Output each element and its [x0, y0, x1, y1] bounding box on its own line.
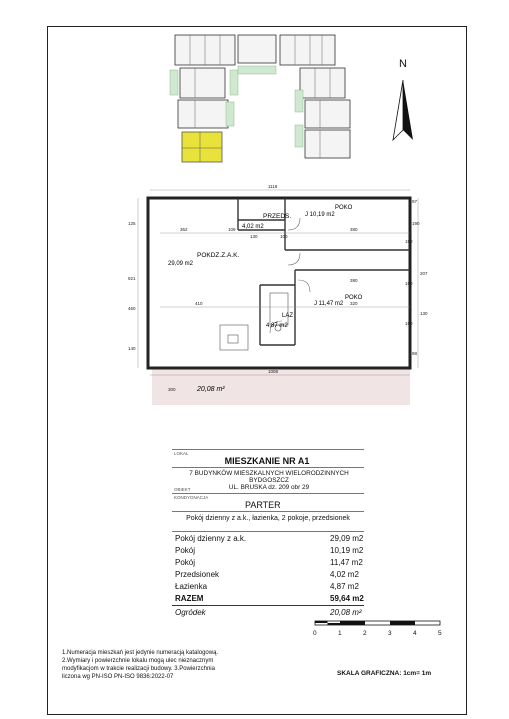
- area-row-name: Pokój: [175, 558, 196, 567]
- garden-value: 20,08 m²: [330, 608, 362, 617]
- room-name: PRZEDS.: [263, 213, 292, 220]
- dimension-label: 140: [128, 346, 136, 351]
- dimension-label: 97: [412, 199, 418, 204]
- dimension-label: 190: [412, 221, 420, 226]
- dimension-label: 362: [180, 227, 188, 232]
- area-row-name: Pokój dzienny z a.k.: [175, 534, 247, 543]
- room-area: 4,87 m2: [266, 323, 288, 329]
- area-row-value: 4,87 m2: [330, 582, 359, 591]
- dimension-label: 150: [405, 281, 413, 286]
- dimension-label: 410: [195, 301, 203, 306]
- scale-tick: 1: [338, 630, 342, 637]
- scale-tick: 4: [413, 630, 417, 637]
- table-rule: [172, 493, 364, 494]
- dimension-label: 125: [128, 221, 136, 226]
- dimension-label: 100: [280, 234, 288, 239]
- investment-line: UL. BRUSKA dz. 209 obr 29: [228, 484, 310, 491]
- total-value: 59,64 m2: [330, 594, 364, 603]
- scale-tick: 3: [388, 630, 392, 637]
- apartment-description: Pokój dzienny z a.k., łazienka, 2 pokoje, przedsionek: [186, 515, 350, 522]
- table-rule: [172, 605, 364, 606]
- table-rule: [172, 511, 364, 512]
- note-line: 1.Numeracja mieszkań jest jedynie numeracją katalogową.: [62, 650, 219, 656]
- area-row-name: Łazienka: [175, 582, 208, 591]
- graphic-scale: [310, 617, 460, 647]
- apartment-title: MIESZKANIE NR A1: [224, 456, 310, 466]
- dimension-label: 921: [128, 276, 136, 281]
- area-row-name: Pokój: [175, 546, 196, 555]
- note-line: 2.Wymiary i powierzchnie lokalu mogą ulec nieznacznym: [62, 658, 214, 664]
- room-area: J 11,47 m2: [314, 301, 344, 307]
- dimension-label: 130: [250, 234, 258, 239]
- scale-caption: SKALA GRAFICZNA: 1cm= 1m: [337, 670, 432, 677]
- garden-area-label: 20,08 m²: [197, 386, 225, 393]
- area-row-value: 4,02 m2: [330, 570, 359, 579]
- dimension-label: 130: [420, 311, 428, 316]
- dimension-label: 320: [350, 301, 358, 306]
- dimension-label: 1118: [268, 184, 278, 189]
- table-rule: [172, 531, 364, 532]
- room-name: LAZ: [282, 313, 294, 319]
- lokal-label: LOKAL: [174, 451, 189, 456]
- garden-area: [152, 367, 410, 405]
- highlighted-apartment: [182, 132, 222, 162]
- dimension-label: 1008: [268, 369, 279, 374]
- dimension-label: 150: [405, 321, 413, 326]
- area-row-value: 10,19 m2: [330, 546, 364, 555]
- table-rule: [172, 467, 364, 468]
- room-name: POKO: [345, 295, 363, 301]
- floor-name: PARTER: [245, 500, 281, 510]
- area-row-value: 11,47 m2: [330, 558, 363, 567]
- room-name: POKDZ.Z.A.K.: [197, 252, 240, 259]
- room-area: 4,02 m2: [242, 224, 264, 230]
- scale-tick: 5: [438, 630, 442, 637]
- kondygnacja-label: KONDYGNACJA: [174, 495, 209, 500]
- obiekt-label: OBIEKT: [174, 487, 191, 492]
- dimension-label: 460: [128, 306, 136, 311]
- floor-plan: [120, 184, 428, 410]
- note-line: modyfikacjom w trakcie realizacji budowy. 3.Powierzchnia: [62, 666, 215, 672]
- scale-tick: 2: [363, 630, 367, 637]
- dimension-label: 380: [350, 227, 358, 232]
- investment-name: [174, 470, 364, 491]
- dimension-label: 207: [420, 271, 428, 276]
- room-name: POKO: [335, 205, 353, 211]
- garden-label: Ogródek: [175, 608, 206, 617]
- garden-dimension: 300: [168, 387, 176, 392]
- room-area: J 10,19 m2: [305, 212, 335, 218]
- area-row-name: Przedsionek: [175, 570, 220, 579]
- room-area: 29,09 m2: [168, 261, 194, 267]
- total-label: RAZEM: [175, 594, 204, 603]
- dimension-label: 109: [228, 227, 236, 232]
- note-line: liczona wg PN-ISO PN-ISO 9836:2022-07: [62, 674, 174, 680]
- dimension-label: 98: [412, 351, 418, 356]
- table-rule: [172, 449, 364, 450]
- dimension-label: 150: [405, 239, 413, 244]
- dimension-label: 380: [350, 278, 358, 283]
- north-label: N: [399, 58, 407, 70]
- investment-line: 7 BUDYNKÓW MIESZKALNYCH WIELORODZINNYCH BYDGOSZCZ: [189, 470, 349, 484]
- scale-tick: 0: [313, 630, 317, 637]
- site-key-plan: [170, 30, 370, 170]
- area-row-value: 29,09 m2: [330, 534, 364, 543]
- north-arrow-icon: [385, 55, 445, 165]
